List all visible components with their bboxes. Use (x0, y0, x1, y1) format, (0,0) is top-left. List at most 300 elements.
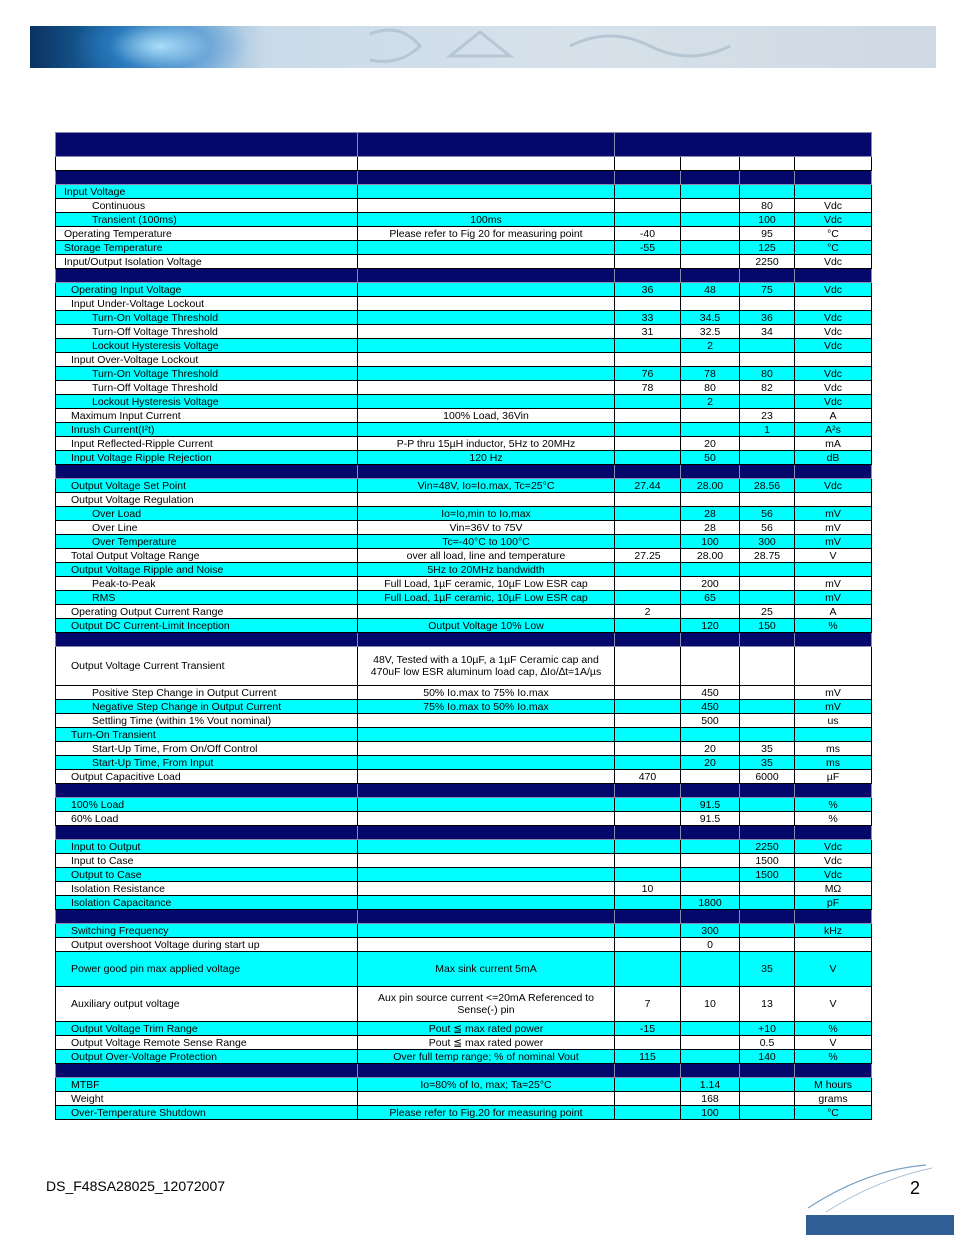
condition-cell: Full Load, 1µF ceramic, 10µF Low ESR cap (358, 591, 615, 605)
subheader-cell (358, 157, 615, 171)
condition-cell: Over full temp range; % of nominal Vout (358, 1050, 615, 1064)
table-row (56, 742, 872, 756)
typ-cell: 65 (681, 591, 740, 605)
typ-cell (681, 1022, 740, 1036)
typ-cell: 32.5 (681, 325, 740, 339)
header-cell (615, 1064, 681, 1078)
unit-cell: °C (795, 227, 872, 241)
condition-cell: Io=Io,min to Io,max (358, 507, 615, 521)
unit-cell: Vdc (795, 283, 872, 297)
typ-cell (681, 770, 740, 784)
table-row (56, 395, 872, 409)
table-row (56, 241, 872, 255)
parameter-cell: Operating Temperature (56, 227, 358, 241)
typ-cell: 91.5 (681, 798, 740, 812)
header-cell (795, 826, 872, 840)
max-cell: 13 (740, 987, 795, 1022)
unit-cell: % (795, 1050, 872, 1064)
header-cell (358, 910, 615, 924)
typ-cell: 91.5 (681, 812, 740, 826)
unit-cell (795, 728, 872, 742)
parameter-cell: Operating Input Voltage (56, 283, 358, 297)
max-cell (740, 1092, 795, 1106)
min-cell (615, 409, 681, 423)
unit-cell: mV (795, 577, 872, 591)
unit-cell: Vdc (795, 479, 872, 493)
parameter-cell: Output Voltage Set Point (56, 479, 358, 493)
condition-cell (358, 199, 615, 213)
section-header-row (56, 633, 872, 647)
min-cell (615, 896, 681, 910)
unit-cell: mV (795, 686, 872, 700)
table-row (56, 987, 872, 1022)
max-cell (740, 185, 795, 199)
condition-cell: Tc=-40°C to 100°C (358, 535, 615, 549)
unit-cell (795, 297, 872, 311)
unit-cell: mA (795, 437, 872, 451)
min-cell: 33 (615, 311, 681, 325)
min-cell (615, 353, 681, 367)
max-cell (740, 297, 795, 311)
header-cell (358, 1064, 615, 1078)
table-row (56, 700, 872, 714)
typ-cell (681, 353, 740, 367)
section-header-row (56, 465, 872, 479)
table-row (56, 493, 872, 507)
condition-cell: Pout ≦ max rated power (358, 1022, 615, 1036)
header-cell (358, 133, 615, 157)
parameter-cell: Output Voltage Remote Sense Range (56, 1036, 358, 1050)
typ-cell: 20 (681, 742, 740, 756)
header-cell (56, 133, 358, 157)
max-cell (740, 395, 795, 409)
min-cell: 31 (615, 325, 681, 339)
typ-cell (681, 241, 740, 255)
subheader-cell (56, 157, 358, 171)
header-cell (615, 784, 681, 798)
max-cell: 56 (740, 521, 795, 535)
parameter-cell: Output to Case (56, 868, 358, 882)
max-cell: 2250 (740, 840, 795, 854)
min-cell (615, 213, 681, 227)
unit-cell: us (795, 714, 872, 728)
condition-cell (358, 395, 615, 409)
condition-cell (358, 185, 615, 199)
table-row (56, 409, 872, 423)
max-cell (740, 700, 795, 714)
header-cell (358, 171, 615, 185)
parameter-cell: Maximum Input Current (56, 409, 358, 423)
table-row (56, 255, 872, 269)
condition-cell: Max sink current 5mA (358, 952, 615, 987)
condition-cell (358, 241, 615, 255)
parameter-cell: Over Line (56, 521, 358, 535)
min-cell (615, 199, 681, 213)
max-cell: 23 (740, 409, 795, 423)
typ-cell: 2 (681, 339, 740, 353)
max-cell: 1500 (740, 868, 795, 882)
min-cell (615, 1092, 681, 1106)
min-cell: 7 (615, 987, 681, 1022)
header-cell (56, 171, 358, 185)
condition-cell (358, 605, 615, 619)
min-cell (615, 577, 681, 591)
min-cell (615, 854, 681, 868)
header-cell (358, 465, 615, 479)
parameter-cell: MTBF (56, 1078, 358, 1092)
header-cell (615, 826, 681, 840)
table-row (56, 549, 872, 563)
table-row (56, 199, 872, 213)
unit-cell: V (795, 549, 872, 563)
unit-cell (795, 563, 872, 577)
header-cell (56, 465, 358, 479)
table-row (56, 1078, 872, 1092)
typ-cell: 450 (681, 700, 740, 714)
unit-cell: Vdc (795, 367, 872, 381)
unit-cell: MΩ (795, 882, 872, 896)
parameter-cell: RMS (56, 591, 358, 605)
parameter-cell: Weight (56, 1092, 358, 1106)
condition-cell (358, 1092, 615, 1106)
unit-cell: % (795, 798, 872, 812)
unit-cell: Vdc (795, 854, 872, 868)
unit-cell: Vdc (795, 255, 872, 269)
parameter-cell: Output Voltage Ripple and Noise (56, 563, 358, 577)
unit-cell: µF (795, 770, 872, 784)
typ-cell (681, 563, 740, 577)
condition-cell (358, 868, 615, 882)
parameter-cell: Peak-to-Peak (56, 577, 358, 591)
min-cell (615, 437, 681, 451)
typ-cell (681, 297, 740, 311)
table-row (56, 756, 872, 770)
condition-cell: Aux pin source current <=20mA Referenced to Sense(-) pin (358, 987, 615, 1022)
typ-cell: 34.5 (681, 311, 740, 325)
header-cell (681, 269, 740, 283)
condition-cell: Io=80% of Io, max; Ta=25°C (358, 1078, 615, 1092)
max-cell: 80 (740, 199, 795, 213)
unit-cell: °C (795, 1106, 872, 1120)
max-cell (740, 938, 795, 952)
table-row (56, 868, 872, 882)
table-row (56, 311, 872, 325)
header-cell (56, 784, 358, 798)
table-row (56, 1050, 872, 1064)
max-cell: 34 (740, 325, 795, 339)
min-cell (615, 507, 681, 521)
condition-cell (358, 714, 615, 728)
table-row (56, 1036, 872, 1050)
parameter-cell: Total Output Voltage Range (56, 549, 358, 563)
typ-cell: 300 (681, 924, 740, 938)
min-cell (615, 647, 681, 686)
typ-cell: 50 (681, 451, 740, 465)
unit-cell: % (795, 619, 872, 633)
max-cell: 56 (740, 507, 795, 521)
table-row (56, 1106, 872, 1120)
max-cell: 6000 (740, 770, 795, 784)
parameter-cell: Input Reflected-Ripple Current (56, 437, 358, 451)
banner-decoration (330, 26, 930, 68)
table-row (56, 577, 872, 591)
header-cell (740, 910, 795, 924)
parameter-cell: Lockout Hysteresis Voltage (56, 395, 358, 409)
typ-cell: 48 (681, 283, 740, 297)
parameter-cell: Output Voltage Trim Range (56, 1022, 358, 1036)
table-row (56, 297, 872, 311)
header-cell (358, 269, 615, 283)
condition-cell (358, 924, 615, 938)
unit-cell: % (795, 1022, 872, 1036)
max-cell: 140 (740, 1050, 795, 1064)
typ-cell (681, 728, 740, 742)
typ-cell (681, 1036, 740, 1050)
max-cell (740, 896, 795, 910)
condition-cell (358, 367, 615, 381)
max-cell (740, 924, 795, 938)
unit-cell: Vdc (795, 381, 872, 395)
max-cell: 28.75 (740, 549, 795, 563)
condition-cell (358, 493, 615, 507)
header-cell (56, 910, 358, 924)
parameter-cell: Positive Step Change in Output Current (56, 686, 358, 700)
max-cell (740, 451, 795, 465)
parameter-cell: Output Voltage Regulation (56, 493, 358, 507)
max-cell: 100 (740, 213, 795, 227)
header-cell (681, 171, 740, 185)
min-cell: -15 (615, 1022, 681, 1036)
unit-cell: Vdc (795, 339, 872, 353)
parameter-cell: Transient (100ms) (56, 213, 358, 227)
max-cell (740, 1078, 795, 1092)
typ-cell: 20 (681, 437, 740, 451)
header-cell (681, 633, 740, 647)
parameter-cell: Continuous (56, 199, 358, 213)
header-cell (795, 784, 872, 798)
min-cell (615, 535, 681, 549)
unit-cell: mV (795, 521, 872, 535)
parameter-cell: Switching Frequency (56, 924, 358, 938)
min-cell: 78 (615, 381, 681, 395)
unit-cell: mV (795, 535, 872, 549)
typ-cell (681, 227, 740, 241)
table-row (56, 283, 872, 297)
condition-cell (358, 742, 615, 756)
table-row (56, 563, 872, 577)
condition-cell (358, 882, 615, 896)
table-row (56, 325, 872, 339)
parameter-cell: Power good pin max applied voltage (56, 952, 358, 987)
header-cell (358, 784, 615, 798)
header-cell (56, 633, 358, 647)
min-cell: 36 (615, 283, 681, 297)
typ-cell (681, 605, 740, 619)
typ-cell (681, 1050, 740, 1064)
parameter-cell: Turn-On Transient (56, 728, 358, 742)
unit-cell: V (795, 1036, 872, 1050)
condition-cell (358, 798, 615, 812)
typ-cell (681, 647, 740, 686)
condition-cell (358, 283, 615, 297)
parameter-cell: Output Voltage Current Transient (56, 647, 358, 686)
table-row (56, 213, 872, 227)
max-cell (740, 728, 795, 742)
header-cell (740, 784, 795, 798)
header-cell (740, 269, 795, 283)
max-cell: 1500 (740, 854, 795, 868)
min-cell: 27.25 (615, 549, 681, 563)
condition-cell: 48V, Tested with a 10µF, a 1µF Ceramic cap and 470uF low ESR aluminum load cap, ∆Io/∆t=1A/µs (358, 647, 615, 686)
min-cell (615, 728, 681, 742)
table-row (56, 437, 872, 451)
min-cell (615, 714, 681, 728)
max-cell (740, 798, 795, 812)
banner-glow (70, 26, 250, 68)
typ-cell (681, 255, 740, 269)
parameter-cell: Turn-On Voltage Threshold (56, 311, 358, 325)
condition-cell (358, 381, 615, 395)
max-cell (740, 1106, 795, 1120)
table-row (56, 423, 872, 437)
max-cell: 36 (740, 311, 795, 325)
parameter-cell: 60% Load (56, 812, 358, 826)
parameter-cell: Turn-On Voltage Threshold (56, 367, 358, 381)
typ-cell (681, 493, 740, 507)
max-cell (740, 353, 795, 367)
max-cell: 300 (740, 535, 795, 549)
typ-cell (681, 199, 740, 213)
parameter-cell: Auxiliary output voltage (56, 987, 358, 1022)
condition-cell: Vin=48V, Io=Io.max, Tc=25°C (358, 479, 615, 493)
header-cell (740, 465, 795, 479)
min-cell (615, 924, 681, 938)
header-cell (740, 171, 795, 185)
min-cell (615, 1078, 681, 1092)
condition-cell: 50% Io.max to 75% Io.max (358, 686, 615, 700)
typ-cell: 28 (681, 521, 740, 535)
condition-cell: Please refer to Fig.20 for measuring point (358, 1106, 615, 1120)
min-cell (615, 591, 681, 605)
min-cell (615, 840, 681, 854)
header-cell (615, 633, 681, 647)
section-header-row (56, 1064, 872, 1078)
header-cell (740, 633, 795, 647)
section-header-row (56, 269, 872, 283)
typ-cell: 200 (681, 577, 740, 591)
table-row (56, 619, 872, 633)
condition-cell (358, 756, 615, 770)
header-cell (56, 269, 358, 283)
max-cell: 125 (740, 241, 795, 255)
condition-cell (358, 423, 615, 437)
section-header-row (56, 826, 872, 840)
parameter-cell: Input Voltage (56, 185, 358, 199)
section-header-row (56, 910, 872, 924)
header-cell (795, 171, 872, 185)
typ-cell (681, 840, 740, 854)
table-row (56, 770, 872, 784)
min-cell (615, 756, 681, 770)
table-row (56, 728, 872, 742)
unit-cell: ms (795, 742, 872, 756)
min-cell: -55 (615, 241, 681, 255)
header-cell (681, 465, 740, 479)
parameter-cell: 100% Load (56, 798, 358, 812)
header-cell (615, 910, 681, 924)
table-row (56, 353, 872, 367)
typ-cell: 78 (681, 367, 740, 381)
condition-cell (358, 840, 615, 854)
min-cell (615, 255, 681, 269)
min-cell (615, 868, 681, 882)
table-row (56, 924, 872, 938)
header-cell (740, 826, 795, 840)
table-row (56, 1092, 872, 1106)
table-row (56, 647, 872, 686)
parameter-cell: Lockout Hysteresis Voltage (56, 339, 358, 353)
max-cell (740, 591, 795, 605)
unit-cell: Vdc (795, 395, 872, 409)
max-cell: 28.56 (740, 479, 795, 493)
subheader-cell (615, 157, 681, 171)
min-cell (615, 952, 681, 987)
condition-cell: Full Load, 1µF ceramic, 10µF Low ESR cap (358, 577, 615, 591)
max-cell (740, 339, 795, 353)
max-cell (740, 882, 795, 896)
parameter-cell: Input Voltage Ripple Rejection (56, 451, 358, 465)
max-cell: 75 (740, 283, 795, 297)
typ-cell (681, 952, 740, 987)
unit-cell: pF (795, 896, 872, 910)
document-id: DS_F48SA28025_12072007 (46, 1178, 226, 1194)
typ-cell: 100 (681, 535, 740, 549)
condition-cell: P-P thru 15µH inductor, 5Hz to 20MHz (358, 437, 615, 451)
table-row (56, 185, 872, 199)
unit-cell (795, 353, 872, 367)
max-cell: 25 (740, 605, 795, 619)
typ-cell: 1.14 (681, 1078, 740, 1092)
condition-cell (358, 812, 615, 826)
corner-decoration (806, 1160, 954, 1235)
condition-cell: 100% Load, 36Vin (358, 409, 615, 423)
subheader-cell (740, 157, 795, 171)
min-cell: -40 (615, 227, 681, 241)
unit-cell: Vdc (795, 213, 872, 227)
min-cell (615, 938, 681, 952)
typ-cell: 1800 (681, 896, 740, 910)
parameter-cell: Start-Up Time, From On/Off Control (56, 742, 358, 756)
typ-cell: 28.00 (681, 549, 740, 563)
parameter-cell: Turn-Off Voltage Threshold (56, 381, 358, 395)
header-cell (615, 269, 681, 283)
table-header-row (56, 133, 872, 157)
unit-cell (795, 647, 872, 686)
table-row (56, 227, 872, 241)
unit-cell: Vdc (795, 840, 872, 854)
min-cell: 470 (615, 770, 681, 784)
parameter-cell: Settling Time (within 1% Vout nominal) (56, 714, 358, 728)
unit-cell: mV (795, 591, 872, 605)
table-subheader-row (56, 157, 872, 171)
header-cell (615, 171, 681, 185)
unit-cell: % (795, 812, 872, 826)
max-cell: 80 (740, 367, 795, 381)
parameter-cell: Isolation Resistance (56, 882, 358, 896)
min-cell (615, 1036, 681, 1050)
typ-cell (681, 213, 740, 227)
condition-cell (358, 325, 615, 339)
